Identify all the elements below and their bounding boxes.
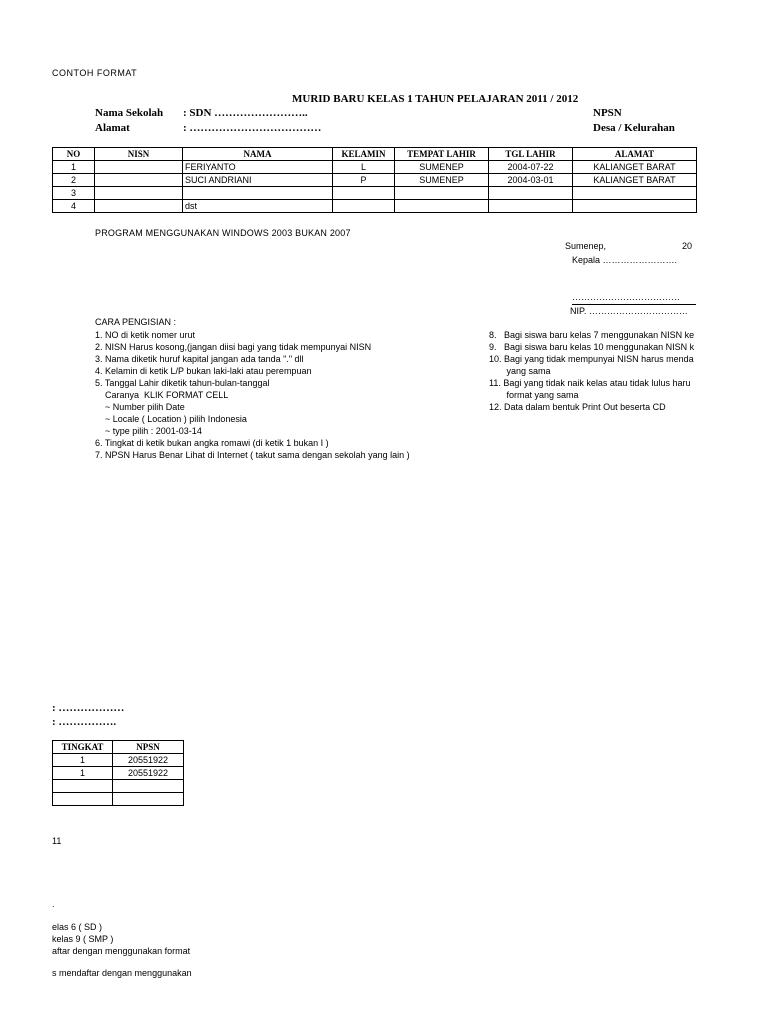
list-item: ~ Locale ( Location ) pilih Indonesia bbox=[95, 414, 247, 424]
fragment-last-line: s mendaftar dengan menggunakan bbox=[52, 968, 192, 978]
table-row bbox=[53, 780, 184, 793]
list-item: 4. Kelamin di ketik L/P bukan laki-laki atau perempuan bbox=[95, 366, 312, 376]
table-row bbox=[53, 200, 697, 213]
col-header-nama: NAMA bbox=[183, 148, 333, 161]
list-item: ~ Number pilih Date bbox=[95, 402, 185, 412]
col-header-no: NO bbox=[53, 148, 95, 161]
list-item: 7. NPSN Harus Benar Lihat di Internet ( takut sama dengan sekolah yang lain ) bbox=[95, 450, 410, 460]
npsn-label: NPSN bbox=[593, 107, 622, 119]
page-title: MURID BARU KELAS 1 TAHUN PELAJARAN 2011 / 2012 bbox=[292, 93, 579, 105]
address-value: : ……………………………… bbox=[183, 122, 322, 134]
col-header-alamat: ALAMAT bbox=[573, 148, 697, 161]
list-item: format yang sama bbox=[489, 390, 579, 400]
cell-nisn[interactable] bbox=[95, 200, 183, 213]
table-header-row bbox=[53, 148, 697, 161]
cell-tgl-lahir[interactable]: 2004-07-22 bbox=[489, 161, 573, 174]
col-header-nisn: NISN bbox=[95, 148, 183, 161]
dots-value-2: : ……………. bbox=[52, 716, 117, 728]
school-value: : SDN …………………….. bbox=[183, 107, 308, 119]
fragment-list bbox=[52, 921, 190, 957]
cell-nama[interactable]: FERIYANTO bbox=[183, 161, 333, 174]
cell-tingkat[interactable]: 1 bbox=[53, 754, 113, 767]
list-item: 8. Bagi siswa baru kelas 7 menggunakan NISN ke bbox=[489, 330, 695, 340]
cell-kelamin[interactable]: P bbox=[333, 174, 395, 187]
dots-value-1: : ……………… bbox=[52, 702, 125, 714]
list-item: 5. Tanggal Lahir diketik tahun-bulan-tanggal bbox=[95, 378, 270, 388]
list-item: 6. Tingkat di ketik bukan angka romawi (di ketik 1 bukan I ) bbox=[95, 438, 329, 448]
cell-tempat-lahir[interactable] bbox=[395, 187, 489, 200]
cell-tingkat[interactable]: 1 bbox=[53, 767, 113, 780]
cell-tempat-lahir[interactable] bbox=[395, 200, 489, 213]
cell-nama[interactable] bbox=[183, 187, 333, 200]
table-row bbox=[53, 174, 697, 187]
cell-tingkat[interactable] bbox=[53, 780, 113, 793]
col-header-tingkat: TINGKAT bbox=[53, 741, 113, 754]
cell-nama[interactable]: dst bbox=[183, 200, 333, 213]
table-row bbox=[53, 187, 697, 200]
table-row bbox=[53, 754, 184, 767]
program-note: PROGRAM MENGGUNAKAN WINDOWS 2003 BUKAN 2007 bbox=[95, 228, 351, 238]
table-header-row bbox=[53, 741, 184, 754]
table-row bbox=[53, 793, 184, 806]
npsn-table bbox=[52, 740, 184, 806]
cell-alamat[interactable] bbox=[573, 200, 697, 213]
col-header-kelamin: KELAMIN bbox=[333, 148, 395, 161]
student-table bbox=[52, 147, 697, 213]
cell-no[interactable]: 1 bbox=[53, 161, 95, 174]
col-header-tempat-lahir: TEMPAT LAHIR bbox=[395, 148, 489, 161]
village-label: Desa / Kelurahan bbox=[593, 122, 675, 134]
cell-no[interactable]: 2 bbox=[53, 174, 95, 187]
list-item: Caranya KLIK FORMAT CELL bbox=[95, 390, 229, 400]
cell-tgl-lahir[interactable]: 2004-03-01 bbox=[489, 174, 573, 187]
instructions-left-list bbox=[95, 329, 410, 461]
cell-tingkat[interactable] bbox=[53, 793, 113, 806]
signature-kepala: Kepala ……………………. bbox=[572, 255, 678, 265]
cell-alamat[interactable] bbox=[573, 187, 697, 200]
signature-place: Sumenep, bbox=[565, 241, 607, 251]
cell-alamat[interactable]: KALIANGET BARAT bbox=[573, 174, 697, 187]
list-item: elas 6 ( SD ) bbox=[52, 922, 103, 932]
list-item: 12. Data dalam bentuk Print Out beserta CD bbox=[489, 402, 666, 412]
fragment-dot: . bbox=[52, 899, 55, 909]
cell-tgl-lahir[interactable] bbox=[489, 187, 573, 200]
cell-npsn[interactable]: 20551922 bbox=[113, 767, 184, 780]
cell-tempat-lahir[interactable]: SUMENEP bbox=[395, 161, 489, 174]
cell-kelamin[interactable]: L bbox=[333, 161, 395, 174]
cell-npsn[interactable] bbox=[113, 780, 184, 793]
list-item: 2. NISN Harus kosong,(jangan diisi bagi yang tidak mempunyai NISN bbox=[95, 342, 372, 352]
table-row bbox=[53, 161, 697, 174]
instructions-heading: CARA PENGISIAN : bbox=[95, 317, 177, 327]
list-item: yang sama bbox=[489, 366, 551, 376]
list-item: ~ type pilih : 2001-03-14 bbox=[95, 426, 202, 436]
list-item: 9. Bagi siswa baru kelas 10 menggunakan NISN k bbox=[489, 342, 695, 352]
cell-tempat-lahir[interactable]: SUMENEP bbox=[395, 174, 489, 187]
list-item: 3. Nama diketik huruf kapital jangan ada tanda "." dll bbox=[95, 354, 304, 364]
list-item: 1. NO di ketik nomer urut bbox=[95, 330, 196, 340]
signature-nip: NIP. …………………………… bbox=[570, 306, 688, 316]
col-header-npsn: NPSN bbox=[113, 741, 184, 754]
cell-no[interactable]: 3 bbox=[53, 187, 95, 200]
cell-npsn[interactable]: 20551922 bbox=[113, 754, 184, 767]
signature-line bbox=[572, 304, 696, 305]
format-label: CONTOH FORMAT bbox=[52, 68, 138, 78]
cell-npsn[interactable] bbox=[113, 793, 184, 806]
list-item: 10. Bagi yang tidak mempunyai NISN harus menda bbox=[489, 354, 694, 364]
cell-nisn[interactable] bbox=[95, 187, 183, 200]
cell-nama[interactable]: SUCI ANDRIANI bbox=[183, 174, 333, 187]
cell-nisn[interactable] bbox=[95, 161, 183, 174]
signature-dots: ……………………………… bbox=[572, 292, 680, 302]
list-item: kelas 9 ( SMP ) bbox=[52, 934, 114, 944]
fragment-year: 11 bbox=[52, 836, 62, 846]
school-label: Nama Sekolah bbox=[95, 107, 164, 119]
col-header-tgl-lahir: TGL LAHIR bbox=[489, 148, 573, 161]
address-label: Alamat bbox=[95, 122, 130, 134]
table-row bbox=[53, 767, 184, 780]
cell-no[interactable]: 4 bbox=[53, 200, 95, 213]
list-item: aftar dengan menggunakan format bbox=[52, 946, 191, 956]
cell-alamat[interactable]: KALIANGET BARAT bbox=[573, 161, 697, 174]
cell-kelamin[interactable] bbox=[333, 200, 395, 213]
cell-kelamin[interactable] bbox=[333, 187, 395, 200]
list-item: 11. Bagi yang tidak naik kelas atau tidak lulus haru bbox=[489, 378, 691, 388]
cell-tgl-lahir[interactable] bbox=[489, 200, 573, 213]
signature-year: 20 bbox=[682, 241, 693, 251]
cell-nisn[interactable] bbox=[95, 174, 183, 187]
instructions-right-list bbox=[489, 329, 697, 413]
